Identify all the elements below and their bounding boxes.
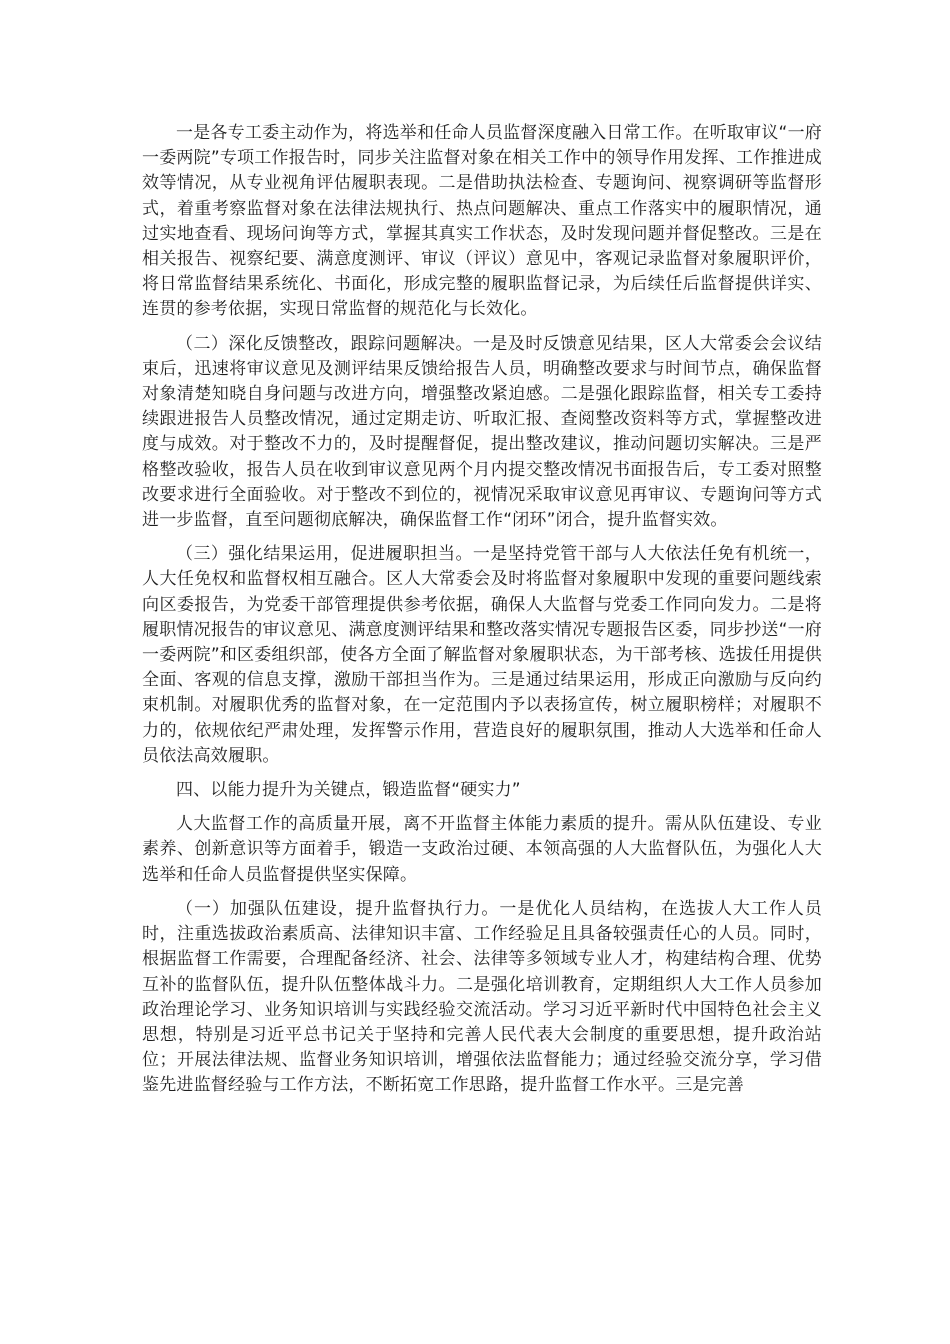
paragraph-daily-supervision: 一是各专工委主动作为，将选举和任命人员监督深度融入日常工作。在听取审议“一府一委两院”专项工作报告时，同步关注监督对象在相关工作中的领导作用发挥、工作推进成效等情况，从专业视角评估履职表现。二是借助执法检查、专题询问、视察调研等监督形式，着重考察监督对象在法律法规执行、热点问题解决、重点工作落实中的履职情况，通过实地查看、现场问询等方式，掌握其真实工作状态，及时发现问题并督促整改。三是在相关报告、视察纪要、满意度测评、审议（评议）意见中，客观记录监督对象履职评价，将日常监督结果系统化、书面化，形成完整的履职监督记录，为后续任后监督提供详实、连贯的参考依据，实现日常监督的规范化与长效化。 bbox=[142, 123, 822, 320]
paragraph-team-building: （一）加强队伍建设，提升监督执行力。一是优化人员结构，在选拔人大工作人员时，注重选拔政治素质高、法律知识丰富、工作经验足且具备较强责任心的人员。同时，根据监督工作需要，合理配备经济、社会、法律等多领域专业人才，构建结构合理、优势互补的监督队伍，提升队伍整体战斗力。二是强化培训教育，定期组织人大工作人员参加政治理论学习、业务知识培训与实践经验交流活动。学习习近平新时代中国特色社会主义思想，特别是习近平总书记关于坚持和完善人民代表大会制度的重要思想，提升政治站位；开展法律法规、监督业务知识培训，增强依法监督能力；通过经验交流分享，学习借鉴先进监督经验与工作方法，不断拓宽工作思路，提升监督工作水平。三是完善 bbox=[142, 898, 822, 1096]
paragraph-capability-intro: 人大监督工作的高质量开展，离不开监督主体能力素质的提升。需从队伍建设、专业素养、创新意识等方面着手，锻造一支政治过硬、本领高强的人大监督队伍，为强化人大选举和任命人员监督提供坚实保障。 bbox=[142, 814, 822, 885]
section-heading-capability: 四、以能力提升为关键点，锻造监督“硬实力” bbox=[176, 780, 521, 801]
document-page bbox=[142, 121, 822, 1108]
paragraph-feedback-rectification: （二）深化反馈整改，跟踪问题解决。一是及时反馈意见结果，区人大常委会会议结束后，迅速将审议意见及测评结果反馈给报告人员，明确整改要求与时间节点，确保监督对象清楚知晓自身问题与改进方向，增强整改紧迫感。二是强化跟踪监督，相关专工委持续跟进报告人员整改情况，通过定期走访、听取汇报、查阅整改资料等方式，掌握整改进度与成效。对于整改不力的，及时提醒督促，提出整改建议，推动问题切实解决。三是严格整改验收，报告人员在收到审议意见两个月内提交整改情况书面报告后，专工委对照整改要求进行全面验收。对于整改不到位的，视情况采取审议意见再审议、专题询问等方式进一步监督，直至问题彻底解决，确保监督工作“闭环”闭合，提升监督实效。 bbox=[142, 333, 822, 531]
paragraph-result-application: （三）强化结果运用，促进履职担当。一是坚持党管干部与人大依法任免有机统一，人大任免权和监督权相互融合。区人大常委会及时将监督对象履职中发现的重要问题线索向区委报告，为党委干部管理提供参考依据，确保人大监督与党委工作同向发力。二是将履职情况报告的审议意见、满意度测评结果和整改落实情况专题报告区委，同步抄送“一府一委两院”和区委组织部，使各方全面了解监督对象履职状态，为干部考核、选拔任用提供全面、客观的信息支撑，激励干部担当作为。三是通过结果运用，形成正向激励与反向约束机制。对履职优秀的监督对象，在一定范围内予以表扬宣传，树立履职榜样；对履职不力的，依规依纪严肃处理，发挥警示作用，营造良好的履职氛围，推动人大选举和任命人员依法高效履职。 bbox=[142, 544, 822, 766]
